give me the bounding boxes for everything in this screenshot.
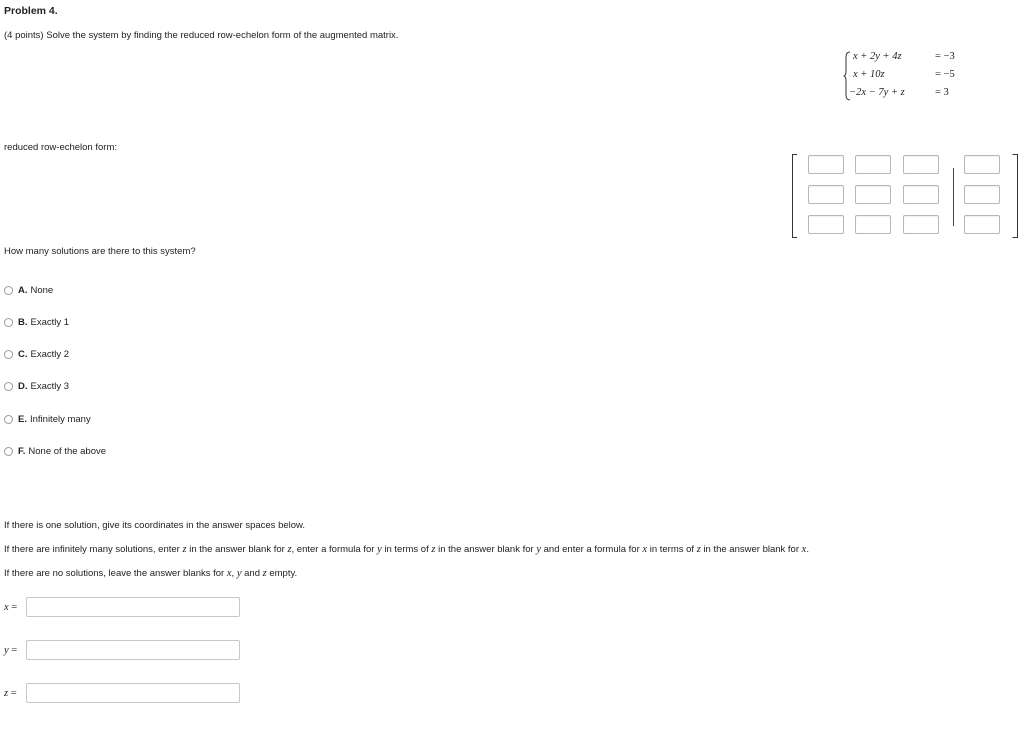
option-text: Exactly 3 <box>30 380 70 392</box>
equation-2-rhs: = −5 <box>935 69 955 80</box>
option-c[interactable] <box>4 348 69 360</box>
option-text: Infinitely many <box>29 413 91 425</box>
radio-icon[interactable] <box>4 447 13 456</box>
problem-title: Problem 4. <box>4 5 58 17</box>
answer-label-x: x = <box>4 601 18 613</box>
equation-3-lhs: −2x − 7y + z <box>849 87 905 98</box>
option-f[interactable] <box>4 445 106 457</box>
rref-cell-r2c2[interactable] <box>855 185 891 204</box>
option-d[interactable] <box>4 380 69 392</box>
answer-input-x[interactable] <box>26 597 240 617</box>
equation-1-lhs: x + 2y + 4z <box>853 51 902 62</box>
option-letter: C. <box>18 348 28 360</box>
option-text: None of the above <box>28 445 107 457</box>
rref-cell-r2c1[interactable] <box>808 185 844 204</box>
equation-3-rhs: = 3 <box>935 87 949 98</box>
option-text: Exactly 2 <box>30 348 70 360</box>
equation-system <box>843 50 973 102</box>
left-bracket-icon <box>792 154 798 238</box>
rref-cell-r1c1[interactable] <box>808 155 844 174</box>
rref-cell-r2c4[interactable] <box>964 185 1000 204</box>
radio-icon[interactable] <box>4 286 13 295</box>
option-letter: A. <box>18 284 28 296</box>
radio-icon[interactable] <box>4 318 13 327</box>
equation-1-rhs: = −3 <box>935 51 955 62</box>
instruction-infinite-solutions: If there are infinitely many solutions, enter z in the answer blank for z, enter a formula for y in terms of z in the answer blank for y and enter a formula for x in terms of z in the answer blank for x. <box>4 544 809 555</box>
option-b[interactable] <box>4 316 69 328</box>
instruction-one-solution: If there is one solution, give its coordinates in the answer spaces below. <box>4 520 306 531</box>
rref-cell-r1c4[interactable] <box>964 155 1000 174</box>
right-bracket-icon <box>1012 154 1018 238</box>
option-a[interactable] <box>4 284 53 296</box>
option-letter: B. <box>18 316 28 328</box>
rref-label: reduced row-echelon form: <box>4 142 117 153</box>
solutions-question: How many solutions are there to this system? <box>4 246 196 257</box>
option-letter: E. <box>18 413 27 425</box>
answer-row-x <box>4 596 240 618</box>
rref-cell-r3c1[interactable] <box>808 215 844 234</box>
instruction-no-solutions: If there are no solutions, leave the answer blanks for x, y and z empty. <box>4 568 298 579</box>
answer-row-z <box>4 682 240 704</box>
equation-2-lhs: x + 10z <box>853 69 885 80</box>
option-letter: F. <box>18 445 26 457</box>
rref-cell-r3c2[interactable] <box>855 215 891 234</box>
rref-cell-r1c2[interactable] <box>855 155 891 174</box>
answer-input-y[interactable] <box>26 640 240 660</box>
answer-input-z[interactable] <box>26 683 240 703</box>
augment-divider <box>953 168 954 226</box>
radio-icon[interactable] <box>4 350 13 359</box>
radio-icon[interactable] <box>4 382 13 391</box>
answer-label-z: z = <box>4 687 17 699</box>
rref-cell-r3c4[interactable] <box>964 215 1000 234</box>
rref-cell-r1c3[interactable] <box>903 155 939 174</box>
answer-label-y: y = <box>4 644 18 656</box>
problem-intro: (4 points) Solve the system by finding the reduced row-echelon form of the augmented matrix. <box>4 30 399 41</box>
answer-row-y <box>4 639 240 661</box>
radio-icon[interactable] <box>4 415 13 424</box>
option-text: Exactly 1 <box>30 316 70 328</box>
augmented-matrix <box>792 154 1018 238</box>
option-e[interactable] <box>4 413 91 425</box>
rref-cell-r2c3[interactable] <box>903 185 939 204</box>
option-letter: D. <box>18 380 28 392</box>
option-text: None <box>30 284 54 296</box>
rref-cell-r3c3[interactable] <box>903 215 939 234</box>
